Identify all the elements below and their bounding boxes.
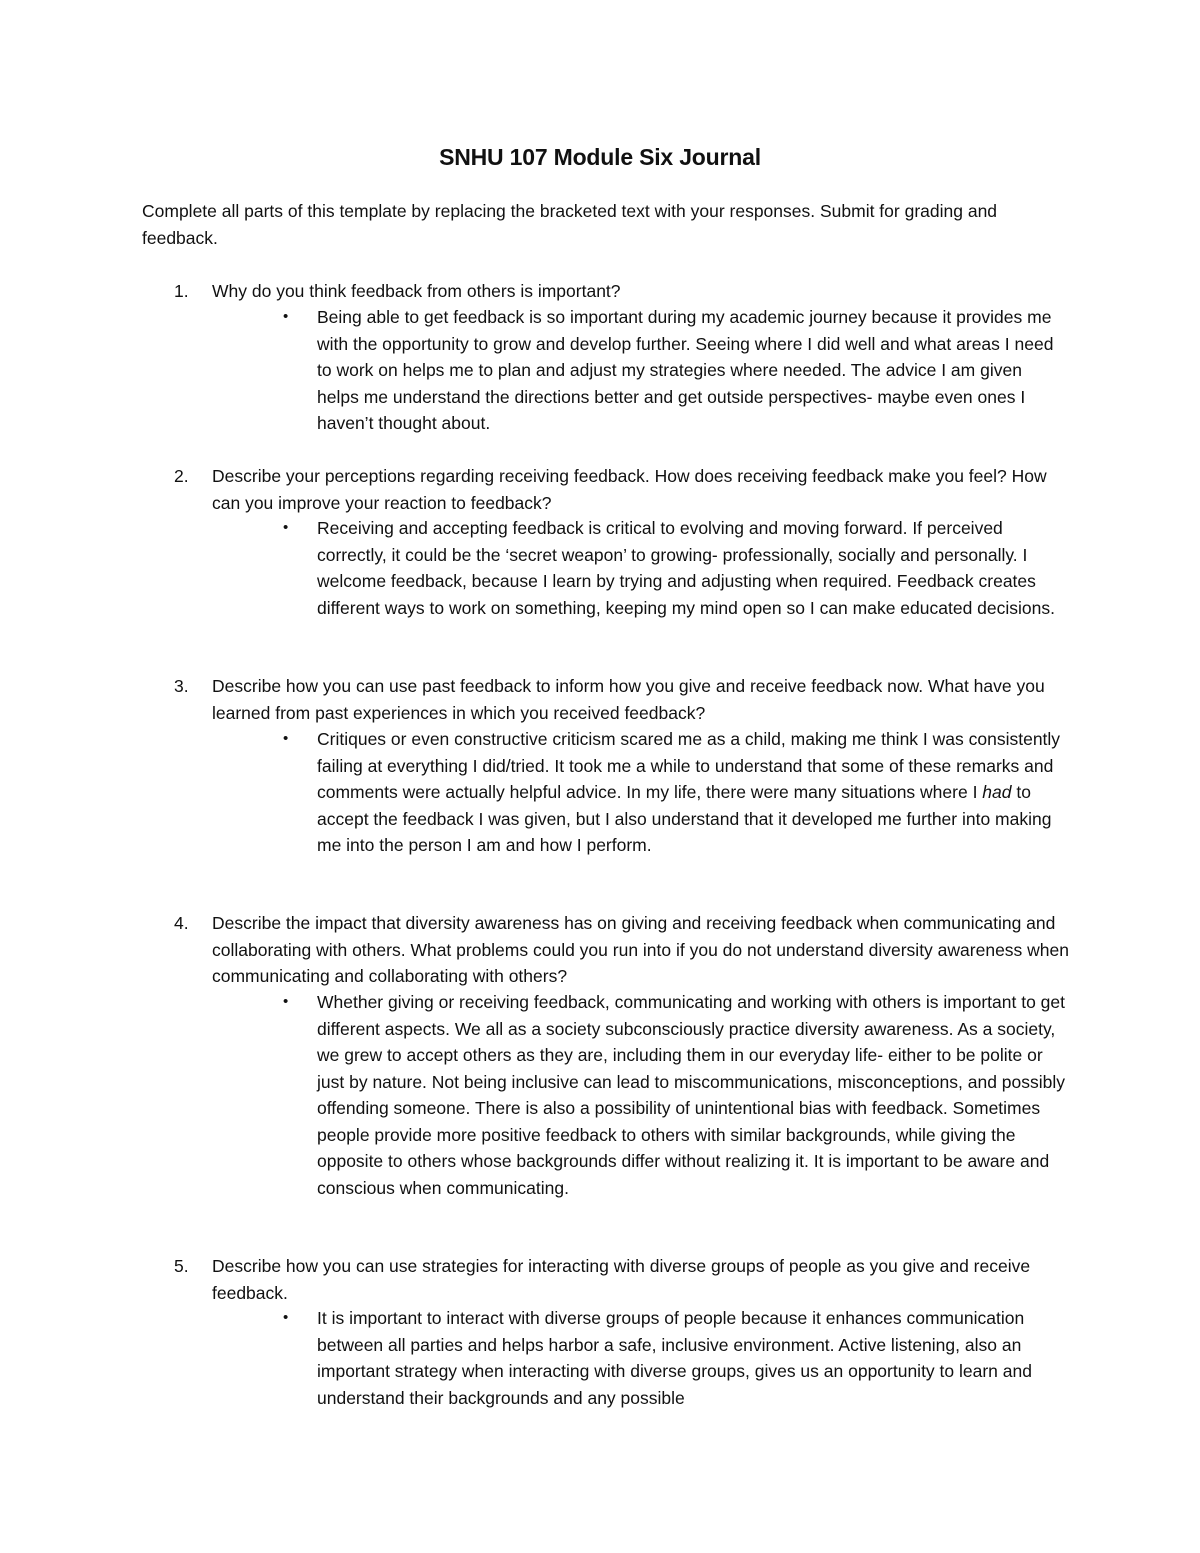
- question-text: Describe your perceptions regarding receiving feedback. How does receiving feedback make you feel? How can you improve your reaction to feedback?: [212, 466, 1047, 513]
- bullet-icon: •: [283, 308, 289, 325]
- answer-text: Being able to get feedback is so important during my academic journey because it provides me with the opportunity to grow and develop further. Seeing where I did well and what areas I need to work on helps me to plan and adjust my strategies where needed. The advice I am given helps me understand the directions better and get outside perspectives- maybe even ones I haven’t thought about.: [317, 307, 1054, 433]
- question-number: 3.: [174, 676, 189, 696]
- answer-text-part: to accept the feedback I was given, but I also understand that it developed me further into making me into the person I am and how I perform.: [317, 782, 1052, 855]
- bullet-icon: •: [283, 730, 289, 747]
- question-number: 2.: [174, 466, 189, 486]
- question-number: 4.: [174, 913, 189, 933]
- answer-emphasis: had: [982, 782, 1012, 802]
- question-number: 1.: [174, 281, 189, 301]
- intro-paragraph: Complete all parts of this template by replacing the bracketed text with your responses. Submit for grading and feedback.: [142, 201, 998, 248]
- answer-text: Whether giving or receiving feedback, communicating and working with others is important to get different aspects. We all as a society subconsciously practice diversity awareness. As a society, we grew to accept others as they are, including them in our everyday life- either to be polite or just by nature. Not being inclusive can lead to miscommunications, misconceptions, and possibly offending someone. There is also a possibility of unintentional bias with feedback. Sometimes people provide more positive feedback to others with similar backgrounds, while giving the opposite to others whose backgrounds differ without realizing it. It is important to be aware and conscious when communicating.: [317, 992, 1066, 1198]
- question-text: Describe how you can use strategies for interacting with diverse groups of people as you give and receive feedback.: [212, 1256, 1031, 1303]
- bullet-icon: •: [283, 1309, 289, 1326]
- question-number: 5.: [174, 1256, 189, 1276]
- page-title: SNHU 107 Module Six Journal: [439, 144, 761, 170]
- question-text: Why do you think feedback from others is important?: [212, 281, 621, 301]
- answer-text: [317, 726, 1065, 859]
- bullet-icon: •: [283, 993, 289, 1010]
- question-text: Describe the impact that diversity awareness has on giving and receiving feedback when communicating and collaborating with others. What problems could you run into if you do not understand diversity awareness when communicating and collaborating with others?: [212, 913, 1069, 986]
- answer-text: Receiving and accepting feedback is critical to evolving and moving forward. If perceived correctly, it could be the ‘secret weapon’ to growing- professionally, socially and personally. I welcome feedback, because I learn by trying and adjusting when required. Feedback creates different ways to work on something, keeping my mind open so I can make educated decisions.: [317, 518, 1055, 618]
- answer-text: It is important to interact with diverse groups of people because it enhances communication between all parties and helps harbor a safe, inclusive environment. Active listening, also an important strategy when interacting with diverse groups, gives us an opportunity to learn and understand their backgrounds and any possible: [317, 1308, 1032, 1408]
- answer-text-part: Critiques or even constructive criticism scared me as a child, making me think I was consistently failing at everything I did/tried. It took me a while to understand that some of these remarks and comments were actually helpful advice. In my life, there were many situations where I: [317, 729, 1061, 802]
- question-text: Describe how you can use past feedback to inform how you give and receive feedback now. What have you learned from past experiences in which you received feedback?: [212, 676, 1045, 723]
- bullet-icon: •: [283, 519, 289, 536]
